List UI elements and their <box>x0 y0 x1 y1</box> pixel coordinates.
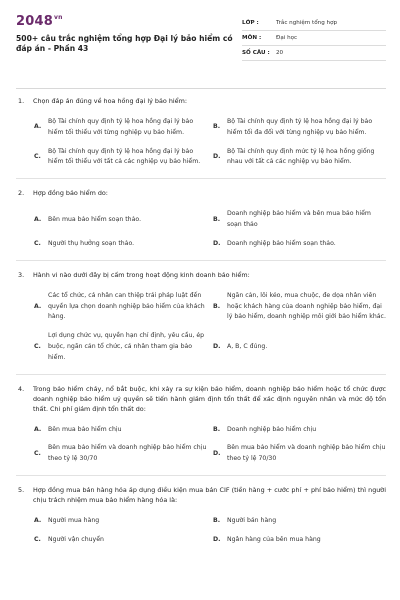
option-text: Ngân hàng của bên mua hàng <box>227 535 321 543</box>
option-text: Bộ Tài chính quy định tỷ lệ hoa hồng đại lý bảo hiểm tối thiểu với tất cả các nghiệp vụ bảo hiểm. <box>48 147 201 166</box>
option-d[interactable] <box>213 147 386 169</box>
meta-value: Đại học <box>276 35 298 41</box>
option-letter: A. <box>34 302 42 310</box>
question-number: 2. <box>18 189 25 198</box>
meta-key: MÔN : <box>242 35 262 41</box>
question-stem <box>16 486 386 506</box>
question-stem <box>16 385 386 415</box>
option-text: Bên mua bảo hiểm và doanh nghiệp bảo hiểm chịu theo tỷ lệ 30/70 <box>48 444 207 463</box>
option-text: Người bán hàng <box>227 516 277 524</box>
option-text: Người vận chuyển <box>48 535 104 543</box>
question-text: Trong bảo hiểm cháy, nổ bắt buộc, khi xảy ra sự kiện bảo hiểm, doanh nghiệp bảo hiểm hoặc tổ chức được doanh nghiệp bảo hiểm uỷ quyền sẽ tiến hành giám định tổn thất để xác định nguyên nhân và mức độ tổn thất. Chi phí giám định tổn thất do: <box>33 384 386 413</box>
option-text: Doanh nghiệp bảo hiểm và bên mua bảo hiểm soạn thảo <box>227 210 371 229</box>
option-text: Bên mua bảo hiểm chịu <box>48 425 122 433</box>
option-text: Bên mua bảo hiểm và doanh nghiệp bảo hiểm chịu theo tỷ lệ 70/30 <box>227 444 386 463</box>
option-a[interactable] <box>34 209 207 231</box>
option-letter: C. <box>34 343 41 351</box>
option-text: Ngăn cản, lôi kéo, mua chuộc, đe dọa nhân viên hoặc khách hàng của doanh nghiệp bảo hiểm, đại lý bảo hiểm, doanh nghiệp môi giới bảo hiểm khác. <box>227 291 386 321</box>
option-c[interactable] <box>34 239 207 250</box>
option-d[interactable] <box>213 443 386 465</box>
option-text: Doanh nghiệp bảo hiểm chịu <box>227 425 317 433</box>
option-letter: B. <box>213 215 221 223</box>
answer-options <box>16 291 386 364</box>
question-stem <box>16 97 386 107</box>
option-letter: A. <box>34 215 42 223</box>
meta-row-count <box>242 46 386 61</box>
option-c[interactable] <box>34 331 207 364</box>
option-letter: D. <box>213 239 221 247</box>
option-letter: B. <box>213 123 221 131</box>
document-title: 500+ câu trắc nghiệm tổng hợp Đại lý bảo hiểm có đáp án - Phần 43 <box>16 34 233 54</box>
answer-options <box>16 209 386 250</box>
option-letter: C. <box>34 239 41 247</box>
question-divider <box>16 260 386 261</box>
option-c[interactable] <box>34 535 207 546</box>
option-text: Bộ Tài chính quy định tỷ lệ hoa hồng đại lý bảo hiểm tối đa đối với từng nghiệp vụ bảo hiểm. <box>227 117 373 136</box>
option-text: Người mua hàng <box>48 516 100 524</box>
answer-options <box>16 516 386 546</box>
option-c[interactable] <box>34 147 207 169</box>
question-4 <box>16 385 386 465</box>
option-letter: D. <box>213 153 221 161</box>
option-text: Doanh nghiệp bảo hiểm soạn thảo. <box>227 239 336 247</box>
option-b[interactable] <box>213 117 386 139</box>
option-letter: C. <box>34 153 41 161</box>
meta-key: LỚP : <box>242 20 259 26</box>
meta-row-class <box>242 16 386 31</box>
site-logo[interactable] <box>16 14 241 29</box>
meta-key: SỐ CÂU : <box>242 50 270 56</box>
question-text: Hành vi nào dưới đây bị cấm trong hoạt động kinh doanh bảo hiểm: <box>33 270 250 279</box>
option-b[interactable] <box>213 291 386 324</box>
option-letter: A. <box>34 516 42 524</box>
option-letter: C. <box>34 535 41 543</box>
option-c[interactable] <box>34 443 207 465</box>
meta-table <box>242 16 386 82</box>
option-letter: D. <box>213 343 221 351</box>
option-b[interactable] <box>213 425 386 436</box>
option-d[interactable] <box>213 239 386 250</box>
option-text: A, B, C đúng. <box>227 343 268 351</box>
option-letter: A. <box>34 425 42 433</box>
logo-suffix: vn <box>53 14 63 21</box>
question-text: Hợp đồng bảo hiểm do: <box>33 189 108 198</box>
option-letter: D. <box>213 449 221 457</box>
option-a[interactable] <box>34 117 207 139</box>
question-5 <box>16 486 386 546</box>
option-letter: B. <box>213 516 221 524</box>
question-text: Chọn đáp án đúng về hoa hồng đại lý bảo hiểm: <box>33 97 187 105</box>
option-text: Lợi dụng chức vụ, quyền hạn chỉ định, yêu cầu, ép buộc, ngăn cản tổ chức, cá nhân tham gia bảo hiểm. <box>48 332 205 361</box>
option-letter: B. <box>213 425 221 433</box>
option-d[interactable] <box>213 331 386 364</box>
question-number: 1. <box>18 97 25 105</box>
question-text: Hợp đồng mua bán hàng hóa áp dụng điều kiện mua bán CIF (tiền hàng + cước phí + phí bảo hiểm) thì người chịu trách nhiệm mua bảo hiểm hàng hóa là: <box>33 486 386 504</box>
meta-value: 20 <box>276 50 284 56</box>
option-letter: D. <box>213 535 221 543</box>
brand-block <box>16 14 241 82</box>
header-divider <box>16 88 386 89</box>
option-d[interactable] <box>213 535 386 546</box>
option-text: Các tổ chức, cá nhân can thiệp trái pháp luật đến quyền lựa chọn doanh nghiệp bảo hiểm của khách hàng. <box>48 291 205 321</box>
option-text: Bên mua bảo hiểm soạn thảo. <box>48 215 142 223</box>
option-b[interactable] <box>213 516 386 527</box>
question-divider <box>16 374 386 375</box>
document-header <box>16 14 386 82</box>
question-3 <box>16 271 386 364</box>
question-1 <box>16 97 386 168</box>
meta-value: Trắc nghiệm tổng hợp <box>276 20 338 26</box>
option-text: Bộ Tài chính quy định tỷ lệ hoa hồng đại lý bảo hiểm tối thiểu với từng nghiệp vụ bảo hiểm. <box>48 117 194 136</box>
question-2 <box>16 189 386 249</box>
question-divider <box>16 475 386 476</box>
question-stem <box>16 189 386 199</box>
question-divider <box>16 178 386 179</box>
answer-options <box>16 425 386 466</box>
meta-row-subject <box>242 31 386 46</box>
question-number: 3. <box>18 270 25 279</box>
option-a[interactable] <box>34 291 207 324</box>
question-number: 5. <box>18 486 25 495</box>
question-stem <box>16 271 386 281</box>
option-letter: B. <box>213 302 221 310</box>
option-letter: C. <box>34 449 41 457</box>
option-a[interactable] <box>34 516 207 527</box>
answer-options <box>16 117 386 168</box>
option-b[interactable] <box>213 209 386 231</box>
question-number: 4. <box>18 384 25 393</box>
option-a[interactable] <box>34 425 207 436</box>
logo-text: 2048 <box>16 14 53 29</box>
option-letter: A. <box>34 123 42 131</box>
option-text: Người thụ hưởng soạn thảo. <box>48 239 135 247</box>
option-text: Bộ Tài chính quy định mức tỷ lệ hoa hồng giống nhau với tất cả các nghiệp vụ bảo hiểm. <box>227 147 375 166</box>
